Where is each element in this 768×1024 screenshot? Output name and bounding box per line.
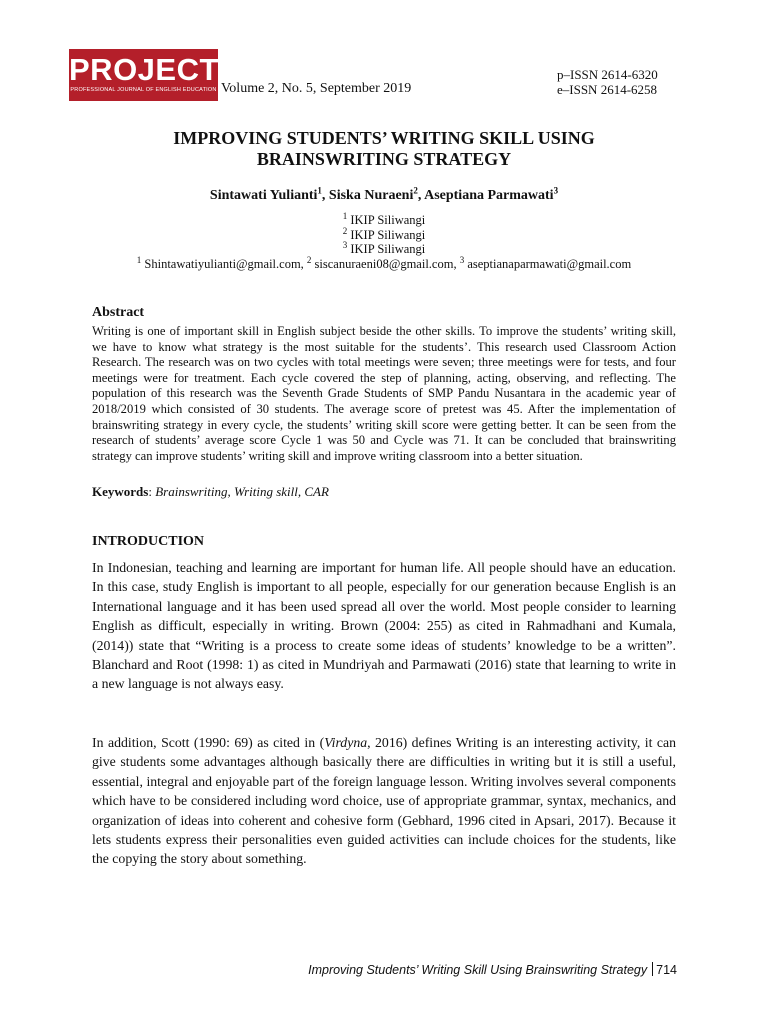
intro-paragraph-2 [92,733,676,869]
author-name: Siska Nuraeni [328,188,414,203]
issn-block [557,67,658,97]
title-line-1: IMPROVING STUDENTS’ WRITING SKILL USING [173,128,595,148]
footer-divider [652,962,653,976]
abstract-text: Writing is one of important skill in English subject beside the other skills. To improve the students’ writing skill, we have to know what strategy is the most suitable for the students’. This research used Classroom Action Research. The research was on two cycles with total meetings were seven; three meetings were for tests, and four meetings were for treatment. Each cycle covered the step of planning, acting, observing, and reflecting. The population of this research was the Seventh Grade Students of SMP Pandu Nusantara in the academic year of 2018/2019 which consisted of 30 students. The average score of pretest was 45. After the implementation of brainswriting strategy in every cycle, the students’ writing skill score were getting better. It can be seen from the research of students’ average score Cycle 1 was 50 and Cycle was 71. It can be concluded that brainswriting strategy can improve students’ writing skill and improve writing classroom into a better situation. [92,324,676,463]
affiliation [80,239,688,257]
page-footer [308,962,677,977]
email-sup: 1 [136,254,142,265]
logo-tagline: PROFESSIONAL JOURNAL OF ENGLISH EDUCATION [70,87,217,93]
email-link[interactable]: Shintawatiyulianti@gmail.com [144,257,301,271]
e-issn: e–ISSN 2614-6258 [557,82,658,97]
keywords-label: Keywords [92,484,149,499]
email-link[interactable]: aseptianaparmawati@gmail.com [467,257,632,271]
affiliation-list [80,210,688,257]
volume-info: Volume 2, No. 5, September 2019 [221,81,412,96]
page-number: 714 [656,963,677,977]
author-list: Sintawati Yulianti$^1$, Siska Nuraeni$^2$, Aseptiana Parmawati$^3$ [209,185,559,203]
author-sup: 3 [553,185,559,196]
email-sup: 3 [459,254,465,265]
paragraph-text: In addition, Scott (1990: 69) as cited in ( [92,735,325,750]
intro-paragraph-1: In Indonesian, teaching and learning are important for human life. All people should have an education. In this case, study English is important to all people, especially for our generation because English is an International language and it has been used spread all over the world. Most people consider to learning English as difficult, especially in writing. Brown (2004: 255) as cited in Rahmadhani and Kumala, (2014)) state that “Writing is a process to create some ideas of students’ knowledge to be a written”. Blanchard and Root (1998: 1) as cited in Mundriyah and Parmawati (2016) state that learning to write in a new language is not always easy. [92,560,676,692]
author-name: Sintawati Yulianti [209,188,318,203]
abstract-heading: Abstract [92,305,145,320]
email-link[interactable]: siscanuraeni08@gmail.com [314,257,454,271]
affiliation-name: IKIP Siliwangi [350,213,426,227]
italic-citation: Virdyna [324,735,368,750]
affiliation [80,225,688,243]
author-sup: 1 [317,185,322,196]
keywords-line: Keywords: Brainswriting, Writing skill, CAR [92,484,329,499]
email-list: $^1$ Shintawatiyulianti@gmail.com, $^2$ siscanuraeni08@gmail.com, $^3$ aseptianaparmawati@gmail.com [136,254,632,271]
introduction-heading: INTRODUCTION [92,534,205,549]
paper-title [80,128,688,170]
affiliation-name: IKIP Siliwangi [350,242,426,256]
paragraph-text: , 2016) defines Writing is an interesting activity, it can give students some advantages although basically there are difficulties in writing but it is still a useful, essential, integral and enjoyable part of the foreign language lesson. Writing involves several components which have to be considered including word choice, use of appropriate grammar, syntax, mechanics, and organization of ideas into coherent and cohesive form (Gebhard, 1996 cited in Apsari, 2017). Because it lets students express their personalities even guided activities can include choices for the students, like the copying the story about something. [92,735,676,867]
email-sup: 2 [306,254,312,265]
author-sup: 2 [413,185,418,196]
title-line-2: BRAINSWRITING STRATEGY [256,149,512,169]
affiliation-sup: 2 [342,225,348,236]
affiliation-sup: 3 [342,239,348,250]
author-name: Aseptiana Parmawati [424,188,554,203]
affiliation-sup: 1 [342,210,348,221]
p-issn: p–ISSN 2614-6320 [557,67,658,82]
affiliation [80,210,688,228]
logo-name: PROJECT [69,52,219,87]
keywords-value: Brainswriting, Writing skill, CAR [155,484,329,499]
journal-logo [69,49,218,101]
affiliation-name: IKIP Siliwangi [350,227,426,242]
running-title: Improving Students’ Writing Skill Using Brainswriting Strategy [308,963,648,977]
